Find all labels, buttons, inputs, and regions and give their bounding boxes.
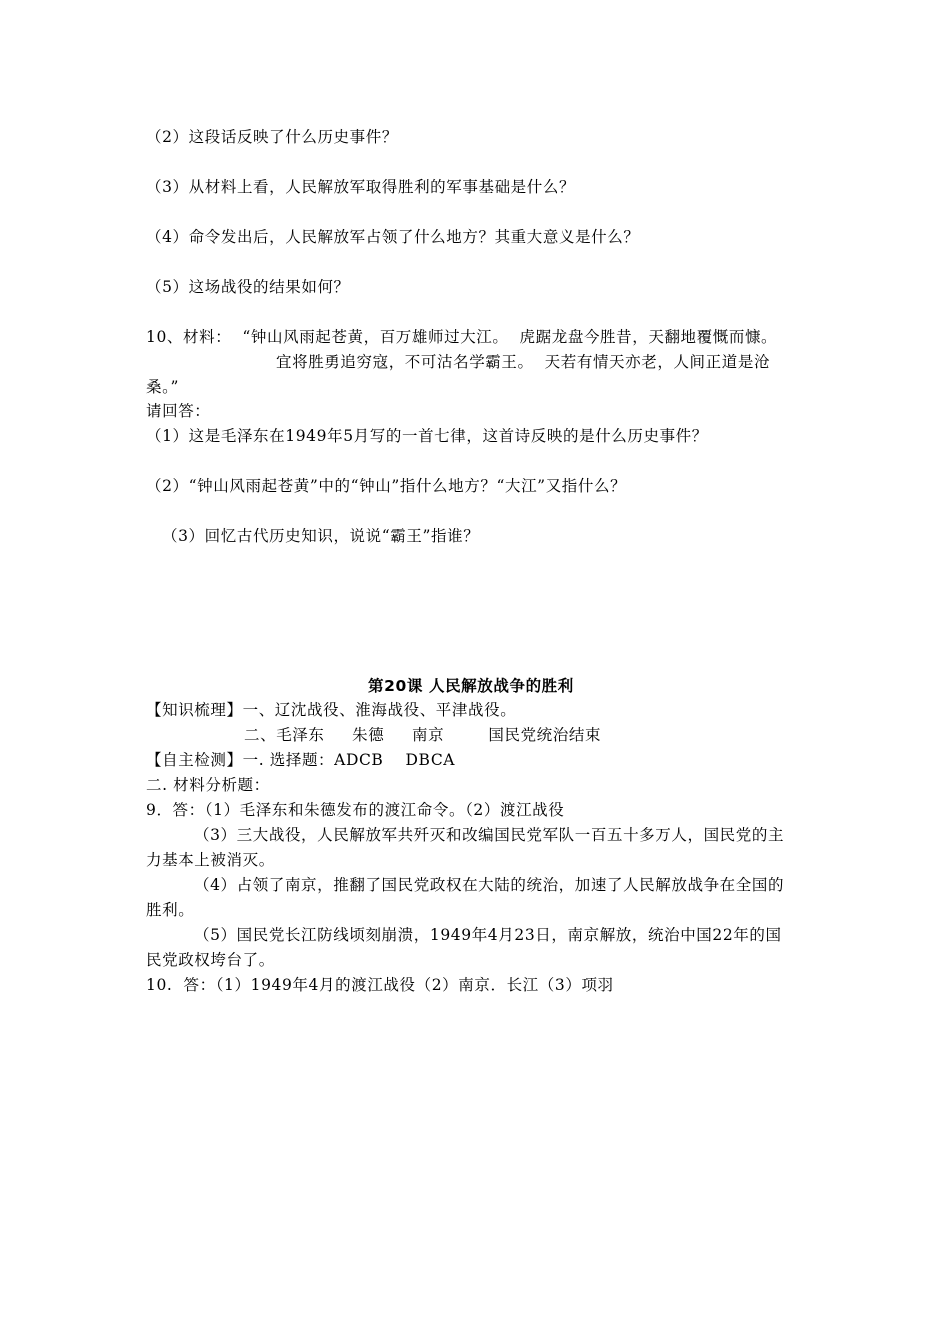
material-header: 二. 材料分析题： [146,776,270,794]
q9-sub-4: （4）命令发出后，人民解放军占领了什么地方？其重大意义是什么？ [146,228,640,246]
q10-sub-2: （2）“钟山风雨起苍黄”中的“钟山”指什么地方？“大江”又指什么？ [146,477,627,495]
answer-9-line-3b: 力基本上被消灭。 [146,851,275,869]
answer-9-line-1: 9．答：（1）毛泽东和朱德发布的渡江命令。（2）渡江战役 [146,801,565,819]
answer-9-line-4b: 胜利。 [146,901,195,919]
answer-9-line-3a: （3）三大战役，人民解放军共歼灭和改编国民党军队一百五十多万人，国民党的主 [194,826,785,844]
q10-material-line3: 桑。” [146,378,179,396]
knowledge-line-1: 【知识梳理】一、辽沈战役、淮海战役、平津战役。 [146,701,517,719]
q10-sub-1: （1）这是毛泽东在1949年5月写的一首七律，这首诗反映的是什么历史事件？ [146,427,708,445]
answer-9-line-4a: （4）占领了南京，推翻了国民党政权在大陆的统治，加速了人民解放战争在全国的 [194,876,785,894]
lesson-title: 第20课 人民解放战争的胜利 [368,677,574,695]
answer-10-line: 10. 答：（1）1949年4月的渡江战役（2）南京．长江（3）项羽 [146,976,614,994]
q10-prompt: 请回答： [146,402,211,420]
answer-9-line-5a: （5）国民党长江防线顷刻崩溃，1949年4月23日，南京解放，统治中国22年的国 [194,926,782,944]
q10-material-line1: 10、材料： “钟山风雨起苍黄，百万雄师过大江。 虎踞龙盘今胜昔，天翻地覆慨而慷。 [146,328,778,346]
q10-material-line2: 宜将胜勇追穷寇，不可沽名学霸王。 天若有情天亦老，人间正道是沧 [276,353,771,371]
self-check-line: 【自主检测】一. 选择题：ADCB DBCA [146,751,456,769]
answer-9-line-5b: 民党政权垮台了。 [146,951,275,969]
q10-sub-3: （3）回忆古代历史知识，说说“霸王”指谁？ [162,527,480,545]
knowledge-line-2: 二、毛泽东 朱德 南京 国民党统治结束 [244,726,602,744]
q9-sub-3: （3）从材料上看，人民解放军取得胜利的军事基础是什么？ [146,178,576,196]
q9-sub-2: （2）这段话反映了什么历史事件？ [146,128,398,146]
q9-sub-5: （5）这场战役的结果如何？ [146,278,350,296]
